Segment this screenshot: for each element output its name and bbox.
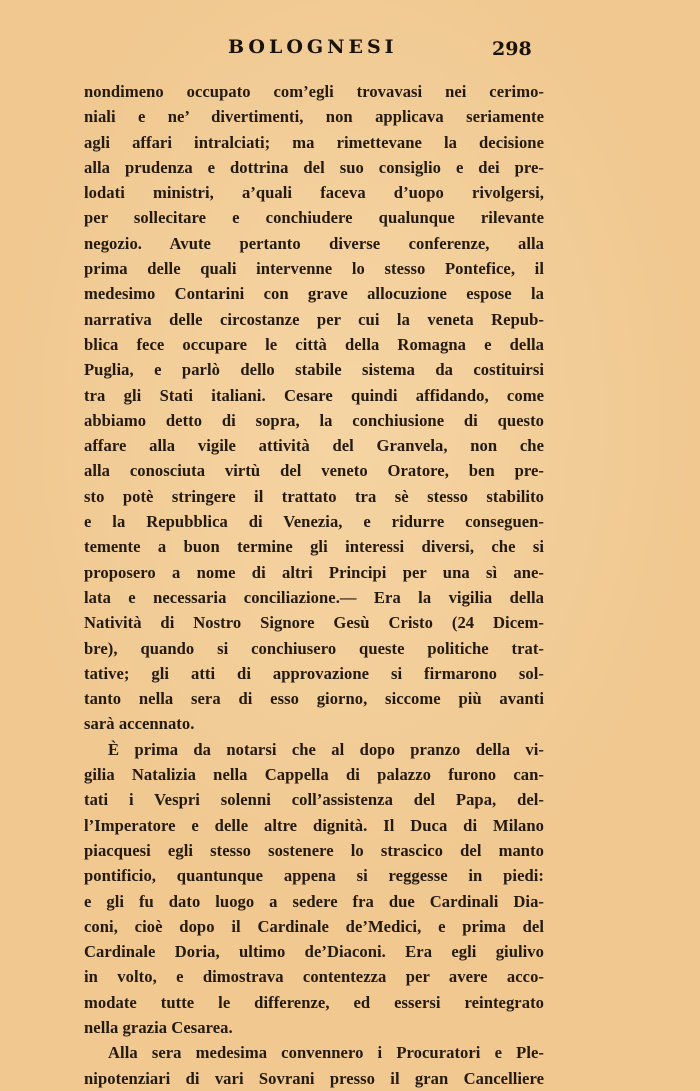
text-line: e gli fu dato luogo a sedere fra due Cardinali Dia- — [84, 891, 544, 911]
paragraph-start-line: È prima da notarsi che al dopo pranzo della vi- — [108, 739, 544, 759]
paragraph-start-line: Alla sera medesima convennero i Procuratori e Ple- — [108, 1043, 544, 1063]
text-line: tative; gli atti di approvazione si firmarono sol- — [84, 663, 544, 683]
text-line: alla prudenza e dottrina del suo consiglio e dei pre- — [84, 157, 544, 177]
text-line: l’Imperatore e delle altre dignità. Il Duca di Milano — [84, 815, 544, 835]
text-line: Natività di Nostro Signore Gesù Cristo (24 Dicem- — [84, 613, 544, 633]
text-line: tati i Vespri solenni coll’assistenza del Papa, del- — [84, 790, 544, 810]
text-line: narrativa delle circostanze per cui la veneta Repub- — [84, 309, 544, 329]
text-line: Cardinale Doria, ultimo de’Diaconi. Era egli giulivo — [84, 942, 544, 962]
text-line: per sollecitare e conchiudere qualunque rilevante — [84, 208, 544, 228]
text-line: piacquesi egli stesso sostenere lo strascico del manto — [84, 840, 544, 860]
text-line: proposero a nome di altri Principi per una sì ane- — [84, 562, 544, 582]
text-line: tra gli Stati italiani. Cesare quindi affidando, come — [84, 385, 544, 405]
text-line: bre), quando si conchiusero queste politiche trat- — [84, 638, 544, 658]
paragraph-end-line: nella grazia Cesarea. — [84, 1017, 233, 1037]
text-line: pontificio, quantunque appena si reggesse in piedi: — [84, 866, 544, 886]
text-line: temente a buon termine gli interessi diversi, che si — [84, 537, 544, 557]
paragraph-end-line: sarà accennato. — [84, 714, 195, 734]
text-line: prima delle quali intervenne lo stesso Pontefice, il — [84, 259, 544, 279]
text-line: negozio. Avute pertanto diverse conferenze, alla — [84, 233, 544, 253]
text-line: nipotenziari di vari Sovrani presso il gran Cancelliere — [84, 1068, 544, 1088]
page-number: 298 — [492, 38, 532, 60]
text-line: gilia Natalizia nella Cappella di palazzo furono can- — [84, 765, 544, 785]
text-line: coni, cioè dopo il Cardinale de’Medici, e prima del — [84, 916, 544, 936]
text-line: alla conosciuta virtù del veneto Oratore, ben pre- — [84, 461, 544, 481]
text-line: affare alla vigile attività del Granvela, non che — [84, 436, 544, 456]
text-line: blica fece occupare le città della Romagna e della — [84, 334, 544, 354]
running-title: BOLOGNESI — [228, 36, 398, 58]
text-line: niali e ne’ divertimenti, non applicava seriamente — [84, 107, 544, 127]
text-line: sto potè stringere il trattato tra sè stesso stabilito — [84, 486, 544, 506]
text-line: agli affari intralciati; ma rimettevane la decisione — [84, 132, 544, 152]
text-line: e la Repubblica di Venezia, e ridurre conseguen- — [84, 512, 544, 532]
text-line: Puglia, e parlò dello stabile sistema da costituirsi — [84, 360, 544, 380]
text-line: lata e necessaria conciliazione.— Era la vigilia della — [84, 587, 544, 607]
body-text — [84, 79, 544, 1091]
text-line: in volto, e dimostrava contentezza per avere acco- — [84, 967, 544, 987]
text-line: lodati ministri, a’quali faceva d’uopo rivolgersi, — [84, 183, 544, 203]
text-line: nondimeno occupato com’egli trovavasi nei cerimo- — [84, 82, 544, 101]
text-line: abbiamo detto di sopra, la conchiusione di questo — [84, 410, 544, 430]
text-line: tanto nella sera di esso giorno, siccome più avanti — [84, 689, 544, 709]
text-line: medesimo Contarini con grave allocuzione espose la — [84, 284, 544, 304]
running-head — [0, 36, 700, 66]
text-line: modate tutte le differenze, ed essersi reintegrato — [84, 992, 544, 1012]
